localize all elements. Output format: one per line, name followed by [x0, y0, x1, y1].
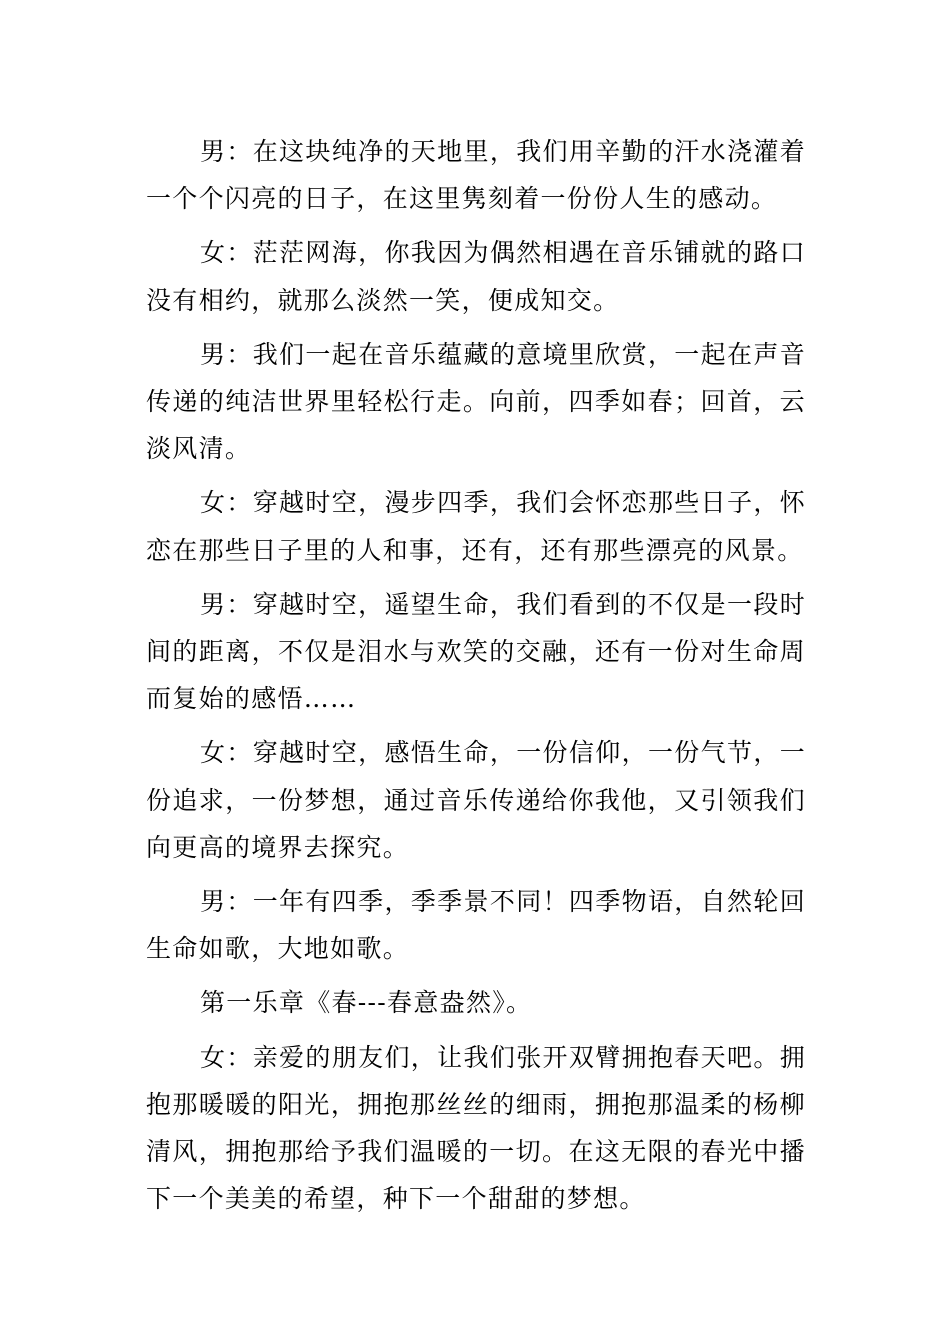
chapter-heading: 第一乐章《春---春意盎然》。 — [200, 988, 533, 1018]
paragraph-male-3: 男：穿越时空，遥望生命，我们看到的不仅是一段时间的距离，不仅是泪水与欢笑的交融，还有一份对生命周而复始的感悟…… — [146, 589, 806, 714]
paragraph-male-4: 男：一年有四季，季季景不同！四季物语，自然轮回生命如歌，大地如歌。 — [146, 887, 806, 964]
document-body — [146, 128, 806, 1229]
paragraph-female-1: 女：茫茫网海，你我因为偶然相遇在音乐铺就的路口没有相约，就那么淡然一笑，便成知交。 — [146, 238, 806, 315]
paragraph-female-4: 女：亲爱的朋友们，让我们张开双臂拥抱春天吧。拥抱那暖暖的阳光，拥抱那丝丝的细雨，拥抱那温柔的杨柳清风，拥抱那给予我们温暖的一切。在这无限的春光中播下一个美美的希望，种下一个甜甜的梦想。 — [146, 1042, 806, 1214]
paragraph-male-2: 男：我们一起在音乐蕴藏的意境里欣赏，一起在声音传递的纯洁世界里轻松行走。向前，四季如春；回首，云淡风清。 — [146, 339, 806, 464]
paragraph-male-1: 男：在这块纯净的天地里，我们用辛勤的汗水浇灌着一个个闪亮的日子，在这里隽刻着一份份人生的感动。 — [146, 137, 806, 214]
paragraph-female-2: 女：穿越时空，漫步四季，我们会怀恋那些日子，怀恋在那些日子里的人和事，还有，还有那些漂亮的风景。 — [146, 488, 806, 565]
paragraph-female-3: 女：穿越时空，感悟生命，一份信仰，一份气节，一份追求，一份梦想，通过音乐传递给你我他，又引领我们向更高的境界去探究。 — [146, 738, 806, 862]
